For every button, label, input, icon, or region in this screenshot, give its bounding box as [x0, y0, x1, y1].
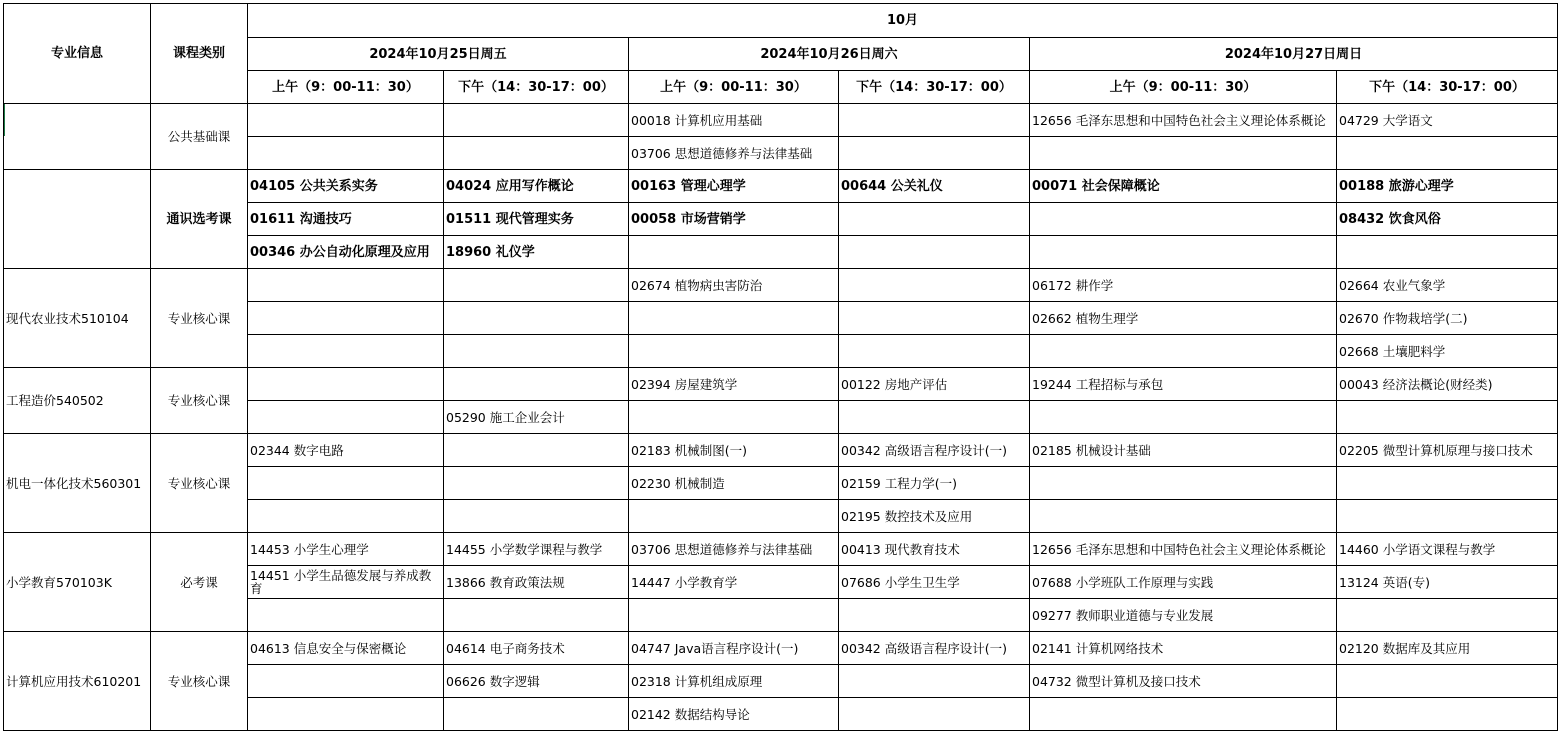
course-cell[interactable] — [1337, 698, 1558, 731]
header-pm: 下午（14：30-17：00） — [1337, 71, 1558, 104]
table-row — [4, 533, 1558, 566]
course-cell[interactable] — [444, 269, 629, 302]
course-cell[interactable] — [1030, 401, 1337, 434]
course-cell[interactable] — [839, 401, 1030, 434]
course-cell[interactable] — [839, 137, 1030, 170]
category-cell[interactable]: 专业核心课 — [151, 368, 248, 434]
category-cell[interactable]: 必考课 — [151, 533, 248, 632]
course-cell[interactable]: 00188 旅游心理学 — [1337, 170, 1558, 203]
course-cell[interactable]: 04614 电子商务技术 — [444, 632, 629, 665]
course-cell[interactable] — [248, 698, 444, 731]
course-cell[interactable]: 02142 数据结构导论 — [629, 698, 839, 731]
course-cell[interactable]: 02668 土壤肥料学 — [1337, 335, 1558, 368]
course-cell[interactable] — [839, 335, 1030, 368]
course-cell[interactable] — [839, 698, 1030, 731]
course-cell[interactable]: 04747 Java语言程序设计(一) — [629, 632, 839, 665]
course-cell[interactable]: 02670 作物栽培学(二) — [1337, 302, 1558, 335]
course-cell[interactable] — [1337, 665, 1558, 698]
header-month: 10月 — [248, 4, 1558, 38]
course-cell[interactable]: 00071 社会保障概论 — [1030, 170, 1337, 203]
course-cell[interactable] — [839, 104, 1030, 137]
header-day-1: 2024年10月25日周五 — [248, 38, 629, 71]
course-cell[interactable] — [444, 698, 629, 731]
course-cell[interactable] — [444, 335, 629, 368]
course-cell[interactable]: 00346 办公自动化原理及应用 — [248, 236, 444, 269]
course-cell[interactable] — [444, 467, 629, 500]
course-cell[interactable]: 13866 教育政策法规 — [444, 566, 629, 599]
course-cell[interactable] — [248, 269, 444, 302]
course-cell[interactable]: 00018 计算机应用基础 — [629, 104, 839, 137]
header-am: 上午（9：00-11：30） — [248, 71, 444, 104]
course-cell[interactable]: 02664 农业气象学 — [1337, 269, 1558, 302]
course-cell[interactable]: 14451 小学生品德发展与养成教育 — [248, 566, 444, 599]
major-cell[interactable] — [4, 170, 151, 269]
course-cell[interactable] — [1337, 500, 1558, 533]
course-cell[interactable] — [1337, 467, 1558, 500]
major-cell[interactable]: 工程造价540502 — [4, 368, 151, 434]
course-cell[interactable]: 00122 房地产评估 — [839, 368, 1030, 401]
course-cell[interactable]: 14447 小学教育学 — [629, 566, 839, 599]
course-cell[interactable] — [444, 137, 629, 170]
course-cell[interactable] — [444, 368, 629, 401]
course-cell[interactable]: 19244 工程招标与承包 — [1030, 368, 1337, 401]
course-cell[interactable]: 04613 信息安全与保密概论 — [248, 632, 444, 665]
course-cell[interactable]: 06172 耕作学 — [1030, 269, 1337, 302]
course-cell[interactable] — [839, 236, 1030, 269]
course-cell[interactable]: 00058 市场营销学 — [629, 203, 839, 236]
course-cell[interactable] — [1337, 401, 1558, 434]
course-cell[interactable]: 14455 小学数学课程与教学 — [444, 533, 629, 566]
course-cell[interactable]: 00342 高级语言程序设计(一) — [839, 632, 1030, 665]
course-cell[interactable]: 01511 现代管理实务 — [444, 203, 629, 236]
course-cell[interactable]: 02674 植物病虫害防治 — [629, 269, 839, 302]
category-cell[interactable]: 通识选考课 — [151, 170, 248, 269]
course-cell[interactable] — [444, 434, 629, 467]
course-cell[interactable]: 02394 房屋建筑学 — [629, 368, 839, 401]
course-cell[interactable]: 08432 饮食风俗 — [1337, 203, 1558, 236]
course-cell[interactable] — [1030, 203, 1337, 236]
course-cell[interactable] — [444, 104, 629, 137]
category-cell[interactable]: 公共基础课 — [151, 104, 248, 170]
major-cell[interactable]: 小学教育570103K — [4, 533, 151, 632]
major-cell[interactable] — [4, 104, 151, 170]
course-cell[interactable] — [839, 665, 1030, 698]
course-cell[interactable] — [248, 104, 444, 137]
course-cell[interactable]: 13124 英语(专) — [1337, 566, 1558, 599]
course-cell[interactable]: 09277 教师职业道德与专业发展 — [1030, 599, 1337, 632]
course-cell[interactable]: 07686 小学生卫生学 — [839, 566, 1030, 599]
header-am: 上午（9：00-11：30） — [1030, 71, 1337, 104]
course-cell[interactable] — [1030, 500, 1337, 533]
course-cell[interactable] — [629, 599, 839, 632]
course-cell[interactable]: 02141 计算机网络技术 — [1030, 632, 1337, 665]
table-row — [4, 632, 1558, 665]
course-cell[interactable] — [248, 599, 444, 632]
category-cell[interactable]: 专业核心课 — [151, 434, 248, 533]
course-cell[interactable] — [629, 335, 839, 368]
course-cell[interactable]: 04024 应用写作概论 — [444, 170, 629, 203]
header-category: 课程类别 — [151, 4, 248, 104]
course-cell[interactable] — [629, 500, 839, 533]
course-cell[interactable]: 02230 机械制造 — [629, 467, 839, 500]
course-cell[interactable]: 04729 大学语文 — [1337, 104, 1558, 137]
course-cell[interactable] — [629, 401, 839, 434]
course-cell[interactable]: 02159 工程力学(一) — [839, 467, 1030, 500]
course-cell[interactable]: 12656 毛泽东思想和中国特色社会主义理论体系概论 — [1030, 104, 1337, 137]
course-cell[interactable] — [1337, 236, 1558, 269]
course-cell[interactable]: 05290 施工企业会计 — [444, 401, 629, 434]
course-cell[interactable] — [1030, 137, 1337, 170]
course-cell[interactable]: 02344 数字电路 — [248, 434, 444, 467]
course-cell[interactable] — [1030, 236, 1337, 269]
course-cell[interactable]: 02205 微型计算机原理与接口技术 — [1337, 434, 1558, 467]
header-pm: 下午（14：30-17：00） — [444, 71, 629, 104]
course-cell[interactable] — [1337, 137, 1558, 170]
category-cell[interactable]: 专业核心课 — [151, 269, 248, 368]
course-cell[interactable]: 03706 思想道德修养与法律基础 — [629, 137, 839, 170]
course-cell[interactable] — [444, 500, 629, 533]
course-cell[interactable] — [1030, 467, 1337, 500]
course-cell[interactable]: 00163 管理心理学 — [629, 170, 839, 203]
course-cell[interactable]: 14460 小学语文课程与教学 — [1337, 533, 1558, 566]
course-cell[interactable]: 02195 数控技术及应用 — [839, 500, 1030, 533]
course-cell[interactable]: 00342 高级语言程序设计(一) — [839, 434, 1030, 467]
course-cell[interactable] — [248, 302, 444, 335]
course-cell[interactable] — [444, 599, 629, 632]
course-cell[interactable] — [248, 368, 444, 401]
table-row — [4, 368, 1558, 401]
table-row — [4, 269, 1558, 302]
course-cell[interactable] — [248, 665, 444, 698]
course-cell[interactable]: 00413 现代教育技术 — [839, 533, 1030, 566]
course-cell[interactable]: 02318 计算机组成原理 — [629, 665, 839, 698]
course-cell[interactable]: 02120 数据库及其应用 — [1337, 632, 1558, 665]
course-cell[interactable]: 12656 毛泽东思想和中国特色社会主义理论体系概论 — [1030, 533, 1337, 566]
category-cell[interactable]: 专业核心课 — [151, 632, 248, 731]
course-cell[interactable] — [248, 500, 444, 533]
header-pm: 下午（14：30-17：00） — [839, 71, 1030, 104]
course-cell[interactable]: 18960 礼仪学 — [444, 236, 629, 269]
course-cell[interactable] — [839, 269, 1030, 302]
course-cell[interactable] — [444, 302, 629, 335]
course-cell[interactable] — [839, 302, 1030, 335]
course-cell[interactable] — [629, 302, 839, 335]
course-cell[interactable] — [248, 137, 444, 170]
header-day-3: 2024年10月27日周日 — [1030, 38, 1558, 71]
major-cell[interactable]: 计算机应用技术610201 — [4, 632, 151, 731]
table-row — [4, 170, 1558, 203]
table-row — [4, 434, 1558, 467]
course-cell[interactable]: 02183 机械制图(一) — [629, 434, 839, 467]
course-cell[interactable]: 02185 机械设计基础 — [1030, 434, 1337, 467]
course-cell[interactable] — [248, 467, 444, 500]
major-cell[interactable]: 现代农业技术510104 — [4, 269, 151, 368]
table-row — [4, 104, 1558, 137]
course-cell[interactable] — [248, 335, 444, 368]
header-major: 专业信息 — [4, 4, 151, 104]
schedule-body — [4, 104, 1558, 731]
course-cell[interactable] — [629, 236, 839, 269]
course-cell[interactable]: 14453 小学生心理学 — [248, 533, 444, 566]
course-cell[interactable]: 04732 微型计算机及接口技术 — [1030, 665, 1337, 698]
course-cell[interactable] — [839, 599, 1030, 632]
course-cell[interactable]: 00043 经济法概论(财经类) — [1337, 368, 1558, 401]
header-am: 上午（9：00-11：30） — [629, 71, 839, 104]
course-cell[interactable]: 01611 沟通技巧 — [248, 203, 444, 236]
course-cell[interactable]: 02662 植物生理学 — [1030, 302, 1337, 335]
header-day-2: 2024年10月26日周六 — [629, 38, 1030, 71]
course-cell[interactable]: 00644 公关礼仪 — [839, 170, 1030, 203]
course-cell[interactable]: 04105 公共关系实务 — [248, 170, 444, 203]
course-cell[interactable] — [1030, 335, 1337, 368]
course-cell[interactable]: 07688 小学班队工作原理与实践 — [1030, 566, 1337, 599]
course-cell[interactable] — [1337, 599, 1558, 632]
exam-schedule-table — [3, 3, 1558, 731]
course-cell[interactable]: 06626 数字逻辑 — [444, 665, 629, 698]
course-cell[interactable]: 03706 思想道德修养与法律基础 — [629, 533, 839, 566]
course-cell[interactable] — [1030, 698, 1337, 731]
major-cell[interactable]: 机电一体化技术560301 — [4, 434, 151, 533]
course-cell[interactable] — [839, 203, 1030, 236]
course-cell[interactable] — [248, 401, 444, 434]
